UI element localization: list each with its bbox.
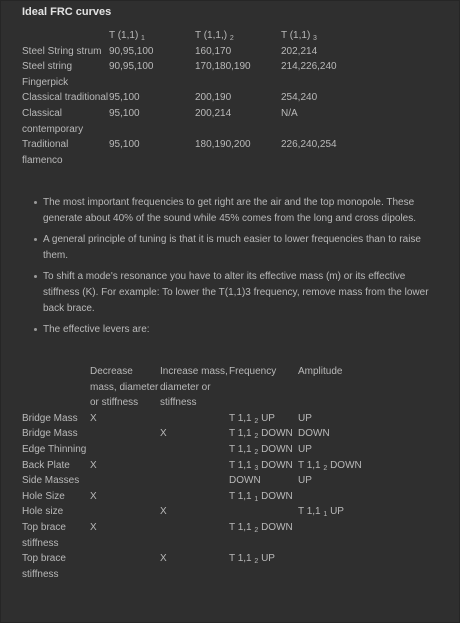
table-cell: UP <box>298 475 312 487</box>
row-label-cell: Back Plate <box>22 459 70 471</box>
row-label-cell: Classical traditional <box>22 92 109 104</box>
bullet-icon <box>34 275 37 278</box>
table-cell: 226,240,254 <box>281 139 337 151</box>
header-cell: Amplitude <box>298 366 343 377</box>
row-label-cell: Side Masses <box>22 475 80 487</box>
header-cell: Decrease mass, diameter or stiffness <box>90 366 159 409</box>
list-item <box>22 269 432 316</box>
table-cell: 95,100 <box>109 92 140 104</box>
table-cell <box>298 551 378 582</box>
table-cell: N/A <box>281 107 298 119</box>
list-item <box>22 232 432 263</box>
table-row <box>22 473 378 489</box>
header-cell: T (1,1) $_1$ <box>109 30 145 42</box>
table-cell: DOWN <box>229 475 261 487</box>
table-cell: X <box>90 521 97 533</box>
row-label-cell: Bridge Mass <box>22 412 78 424</box>
table-row <box>22 426 378 442</box>
table-cell <box>160 458 229 474</box>
effective-levers-table <box>22 364 378 582</box>
list-item-text: The effective levers are: <box>43 324 150 336</box>
table-row <box>22 137 391 168</box>
table-cell: 200,214 <box>195 107 232 119</box>
table-header-row <box>22 364 378 411</box>
table-cell <box>90 473 160 489</box>
table-row <box>22 106 391 137</box>
table-cell: T 1,1 $_2$ DOWN <box>229 428 293 441</box>
bullet-icon <box>34 201 37 204</box>
list-item-text: A general principle of tuning is that it is much easier to lower frequencies than to raise them. <box>43 234 421 261</box>
table-cell: X <box>160 553 167 565</box>
table-cell: T 1,1 $_2$ DOWN <box>229 521 293 534</box>
table-cell <box>160 411 229 427</box>
table-cell <box>298 520 378 551</box>
table-cell <box>160 473 229 489</box>
list-item <box>22 322 432 338</box>
header-cell <box>22 28 109 44</box>
table-cell <box>90 426 160 442</box>
table-cell: T 1,1 $_2$ UP <box>229 553 275 566</box>
table-cell: 214,226,240 <box>281 61 337 73</box>
table-cell <box>160 489 229 505</box>
table-row <box>22 411 378 427</box>
table-cell: 90,95,100 <box>109 61 154 73</box>
frc-curves-table <box>22 28 391 168</box>
table-row <box>22 442 378 458</box>
header-cell: Increase mass, diameter or stiffness <box>160 366 228 409</box>
header-cell: Frequency <box>229 366 277 377</box>
table-cell: X <box>90 459 97 471</box>
table-cell <box>160 520 229 551</box>
table-cell <box>298 489 378 505</box>
tuning-notes-list <box>22 195 432 344</box>
bullet-icon <box>34 238 37 241</box>
frc-table-body <box>22 44 391 169</box>
table-row <box>22 489 378 505</box>
row-label-cell: Classical contemporary <box>22 107 84 135</box>
row-label-cell: Bridge Mass <box>22 428 78 440</box>
list-item <box>22 195 432 226</box>
table-cell: T 1,1 $_1$ UP <box>298 506 344 519</box>
table-cell: DOWN <box>298 428 330 440</box>
table-cell <box>229 504 298 520</box>
header-cell: T (1,1) $_3$ <box>281 30 317 42</box>
table-cell: 95,100 <box>109 107 140 119</box>
list-item-text: The most important frequencies to get right are the air and the top monopole. These generate about 40% of the sound while 45% comes from the long and cross dipoles. <box>43 197 417 224</box>
table-cell: T 1,1 $_2$ DOWN <box>298 459 362 472</box>
table-cell: X <box>90 412 97 424</box>
row-label-cell: Traditional flamenco <box>22 139 69 166</box>
table-cell: 200,190 <box>195 92 232 104</box>
table-row <box>22 520 378 551</box>
table-cell: X <box>160 428 167 440</box>
table-cell <box>90 442 160 458</box>
table-row <box>22 59 391 90</box>
header-cell: T (1,1,) $_2$ <box>195 30 234 42</box>
table-cell: 160,170 <box>195 45 232 57</box>
table-cell <box>90 551 160 582</box>
table-cell: T 1,1 $_2$ UP <box>229 412 275 425</box>
table-cell: 202,214 <box>281 45 318 57</box>
table-row <box>22 44 391 60</box>
table-cell: 90,95,100 <box>109 45 154 57</box>
row-label-cell: Hole size <box>22 506 64 518</box>
table-cell: 170,180,190 <box>195 61 251 73</box>
row-label-cell: Edge Thinning <box>22 443 87 455</box>
row-label-cell: Steel String strum <box>22 45 102 57</box>
table-cell: X <box>90 490 97 502</box>
table-cell: T 1,1 $_3$ DOWN <box>229 459 293 472</box>
row-label-cell: Steel string Fingerpick <box>22 61 73 88</box>
row-label-cell: Top brace stiffness <box>22 553 66 580</box>
table-row <box>22 90 391 106</box>
table-cell <box>90 504 160 520</box>
table-cell: T 1,1 $_1$ DOWN <box>229 490 293 503</box>
table-cell: T 1,1 $_2$ DOWN <box>229 443 293 456</box>
table-cell: 254,240 <box>281 92 318 104</box>
levers-table-body <box>22 411 378 583</box>
section-title: Ideal FRC curves <box>22 6 112 18</box>
table-cell: X <box>160 506 167 518</box>
table-row <box>22 504 378 520</box>
table-cell: UP <box>298 443 312 455</box>
table-row <box>22 458 378 474</box>
row-label-cell: Hole Size <box>22 490 65 502</box>
list-item-text: To shift a mode's resonance you have to alter its effective mass (m) or its effective stiffness (K). For example: To lower the T(1,1)3 frequency, remove mass from the lower back brace. <box>43 271 429 314</box>
table-cell: UP <box>298 412 312 424</box>
bullet-icon <box>34 328 37 331</box>
row-label-cell: Top brace stiffness <box>22 521 66 549</box>
table-cell: 180,190,200 <box>195 139 251 151</box>
table-header-row <box>22 28 391 44</box>
table-row <box>22 551 378 582</box>
table-cell <box>160 442 229 458</box>
header-cell <box>22 364 90 411</box>
table-cell: 95,100 <box>109 139 140 151</box>
